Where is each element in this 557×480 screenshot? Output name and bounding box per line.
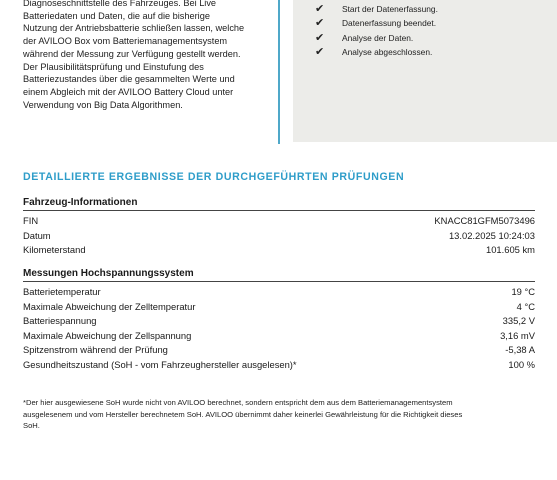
footnote-line: ausgelesenem und vom Hersteller berechnetem SoH. AVILOO übernimmt daher keinerlei Gewährleistung für die Richtigkeit dieses — [23, 409, 463, 419]
row-value: 100 % — [508, 358, 535, 370]
row-label: Batterietemperatur — [23, 286, 101, 297]
intro-line: Der Plausibilitätsprüfung und Einstufung des — [23, 61, 204, 72]
hv-measurements-title: Messungen Hochspannungssystem — [23, 268, 194, 279]
row-value: -5,38 A — [505, 344, 535, 356]
row-value: 3,16 mV — [500, 329, 535, 341]
intro-line: Batteriedaten und Daten, die auf die bisherige — [23, 10, 210, 21]
table-row — [23, 229, 535, 244]
vehicle-info-title: Fahrzeug-Informationen — [23, 197, 138, 208]
row-label: FIN — [23, 215, 39, 226]
intro-line: einem Abgleich mit der AVILOO Battery Cloud unter — [23, 86, 234, 97]
table-row — [23, 358, 535, 373]
check-icon: ✔ — [315, 31, 325, 44]
title-underline — [23, 210, 535, 211]
row-label: Spitzenstrom während der Prüfung — [23, 344, 168, 356]
status-item — [315, 45, 438, 59]
row-label: Datum — [23, 229, 51, 241]
row-label: Gesundheitszustand (SoH - vom Fahrzeughersteller ausgelesen)* — [23, 358, 297, 370]
row-value: 4 °C — [516, 300, 535, 312]
intro-line: der AVILOO Box vom Batteriemanagementsystem — [23, 36, 228, 47]
table-row — [23, 329, 535, 344]
table-row — [23, 300, 535, 315]
check-icon: ✔ — [315, 45, 325, 58]
table-row — [23, 343, 535, 358]
row-label: Maximale Abweichung der Zelltemperatur — [23, 300, 196, 312]
row-value: 19 °C — [511, 286, 535, 297]
footnote-line: SoH. — [23, 421, 40, 431]
status-item — [315, 16, 438, 30]
intro-line: Verwendung von Big Data Algorithmen. — [23, 99, 183, 110]
table-row — [23, 243, 535, 258]
status-list — [315, 2, 438, 59]
intro-line: Nutzung der Antriebsbatterie schließen lassen, welche — [23, 23, 245, 34]
intro-line: Diagnoseschnittstelle des Fahrzeuges. Bei Live — [23, 0, 217, 8]
check-icon: ✔ — [315, 3, 325, 15]
row-value: KNACC81GFM5073496 — [434, 215, 535, 226]
intro-text — [23, 0, 273, 111]
footnote — [23, 397, 538, 432]
row-value: 13.02.2025 10:24:03 — [448, 229, 535, 241]
status-item-label: Analyse der Daten. — [342, 32, 414, 43]
status-item — [315, 31, 438, 45]
footnote-line: *Der hier ausgewiesene SoH wurde nicht von AVILOO berechnet, sondern entspricht dem aus dem Batteriemanagementsystem — [23, 398, 453, 407]
row-value: 101.605 km — [486, 244, 535, 256]
title-underline — [23, 281, 535, 282]
vertical-divider — [278, 0, 280, 144]
status-item-label: Datenerfassung beendet. — [342, 18, 437, 29]
row-value: 335,2 V — [502, 315, 535, 327]
results-section-title: DETAILLIERTE ERGEBNISSE DER DURCHGEFÜHRTEN PRÜFUNGEN — [23, 171, 405, 183]
table-row — [23, 214, 535, 229]
table-row — [23, 314, 535, 329]
hv-measurements-block — [23, 266, 535, 373]
status-item-label: Analyse abgeschlossen. — [342, 46, 433, 57]
intro-line: Batteriezustandes über die gesammelten Werte und — [23, 74, 235, 85]
status-item-label: Start der Datenerfassung. — [342, 4, 438, 14]
row-label: Batteriespannung — [23, 315, 97, 327]
vehicle-info-block — [23, 195, 535, 258]
check-icon: ✔ — [315, 17, 325, 30]
row-label: Maximale Abweichung der Zellspannung — [23, 329, 192, 341]
status-box — [293, 0, 557, 142]
row-label: Kilometerstand — [23, 244, 86, 256]
table-row — [23, 285, 535, 300]
status-item — [315, 2, 438, 16]
intro-line: während der Messung zur Verfügung gestellt werden. — [23, 48, 241, 59]
